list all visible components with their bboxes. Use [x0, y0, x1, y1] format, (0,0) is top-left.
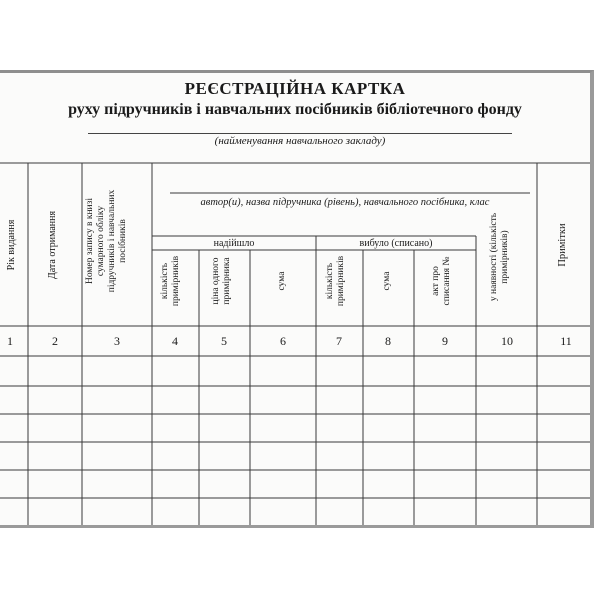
col-header-3	[85, 186, 149, 296]
col-num-3: 3	[114, 334, 120, 348]
col-num-11: 11	[560, 334, 572, 348]
col-header-9: акт про списання №	[431, 256, 452, 306]
col-num-4: 4	[172, 334, 178, 348]
card-title: РЕЄСТРАЦІЙНА КАРТКА	[184, 79, 406, 98]
col-header-5: ціна одного примірника	[211, 257, 232, 305]
col-num-9: 9	[442, 334, 448, 348]
col-header-7: кількість примірників	[325, 255, 346, 307]
col-num-5: 5	[221, 334, 227, 348]
group-written-off-header: вибуло (списано)	[359, 238, 433, 249]
group-received-header: надійшло	[213, 238, 255, 249]
col-num-2: 2	[52, 334, 58, 348]
col-header-2: Дата отримання	[47, 210, 58, 280]
col-num-10: 10	[501, 334, 513, 348]
col-header-10: у наявності (кількість примірників)	[489, 212, 510, 302]
col-header-8: сума	[382, 271, 392, 291]
card-subtitle: руху підручників і навчальних посібників бібліотечного фонду	[68, 101, 522, 118]
col-header-11: Примітки	[557, 223, 568, 267]
col-header-4: кількість примірників	[160, 255, 181, 307]
col-num-8: 8	[385, 334, 391, 348]
col-num-6: 6	[280, 334, 286, 348]
book-title-caption: автор(и), назва підручника (рівень), навчального посібника, клас	[200, 197, 490, 208]
col-num-1: 1	[7, 334, 13, 348]
institution-caption: (найменування навчального закладу)	[214, 135, 386, 147]
col-header-1: Рік видання	[6, 219, 17, 271]
col-header-3-label: Номер запису в книзі сумарного обліку підручників і навчальних посібників	[85, 189, 128, 293]
col-num-7: 7	[336, 334, 342, 348]
registration-card	[0, 70, 594, 528]
col-header-6: сума	[277, 271, 287, 291]
